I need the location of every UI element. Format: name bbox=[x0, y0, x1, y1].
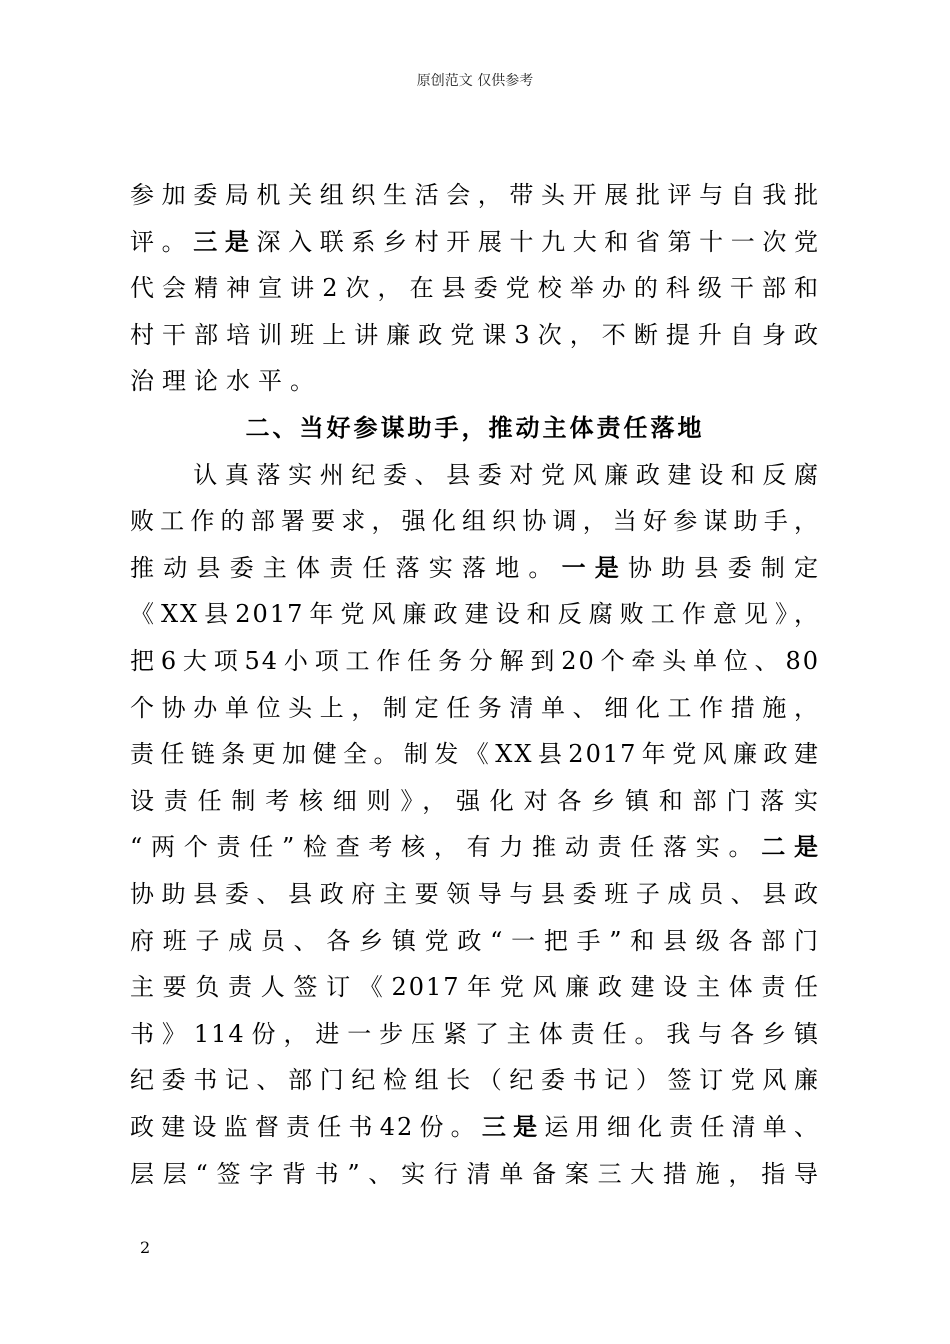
text-span: 层层“签字背书”、实行清单备案三大措施，指导 bbox=[130, 1159, 820, 1188]
text-span: 设责任制考核细则》，强化对各乡镇和部门落实 bbox=[130, 786, 820, 815]
text-span: 推动县委主体责任落实落地。 bbox=[130, 553, 562, 582]
text-span: 府班子成员、各乡镇党政“一把手”和县级各部门 bbox=[130, 926, 820, 955]
text-span: 认真落实州纪委、县委对党风廉政建设和反腐 bbox=[130, 460, 820, 489]
text-span: 书》114份，进一步压紧了主体责任。我与各乡镇 bbox=[130, 1019, 820, 1048]
body-line bbox=[130, 874, 820, 914]
body-line bbox=[130, 501, 820, 541]
text-span: 纪委书记、部门纪检组长（纪委书记）签订党风廉 bbox=[130, 1066, 820, 1095]
text-span: 深入联系乡村开展十九大和省第十一次党 bbox=[256, 227, 821, 256]
body-line bbox=[130, 967, 820, 1007]
page-header: 原创范文 仅供参考 bbox=[416, 73, 534, 89]
body-line bbox=[130, 734, 820, 774]
body-line bbox=[130, 222, 820, 262]
text-span: 责任链条更加健全。制发《XX县2017年党风廉政建 bbox=[130, 740, 820, 769]
body-line bbox=[130, 827, 820, 867]
text-span: 参加委局机关组织生活会，带头开展批评与自我批 bbox=[130, 181, 820, 209]
text-span: 代会精神宣讲2次，在县委党校举办的科级干部和 bbox=[130, 274, 820, 303]
body-line bbox=[130, 688, 820, 728]
text-span: 协助县委、县政府主要领导与县委班子成员、县政 bbox=[130, 880, 820, 908]
text-span: 村干部培训班上讲廉政党课3次，不断提升自身政 bbox=[130, 320, 820, 349]
bold-keyword: 二是 bbox=[761, 832, 821, 862]
text-span: 《XX县2017年党风廉政建设和反腐败工作意见》， bbox=[130, 600, 820, 629]
text-span: 治理论水平。 bbox=[130, 367, 322, 396]
body-line bbox=[130, 641, 820, 681]
body-line bbox=[130, 361, 820, 401]
bold-keyword: 一是 bbox=[561, 552, 629, 582]
body-line bbox=[130, 1014, 820, 1054]
body-line bbox=[130, 594, 820, 634]
body-line bbox=[130, 1060, 820, 1100]
section-heading: 二、当好参谋助手，推动主体责任落地 bbox=[245, 413, 705, 442]
text-span: 政建设监督责任书42份。 bbox=[130, 1113, 482, 1141]
body-line bbox=[130, 781, 820, 821]
text-span: 协助县委制定 bbox=[628, 553, 821, 582]
text-span: “两个责任”检查考核，有力推动责任落实。 bbox=[130, 833, 762, 862]
body-line bbox=[130, 455, 820, 495]
body-line bbox=[130, 268, 820, 308]
bold-keyword: 三是 bbox=[193, 226, 257, 256]
bold-keyword: 三是 bbox=[481, 1112, 545, 1141]
text-span: 运用细化责任清单、 bbox=[544, 1113, 821, 1141]
body-line bbox=[130, 315, 820, 355]
text-span: 主要负责人签订《2017年党风廉政建设主体责任 bbox=[130, 973, 820, 1002]
text-span: 评。 bbox=[130, 227, 194, 256]
page-number: 2 bbox=[140, 1238, 151, 1257]
body-line bbox=[130, 1154, 820, 1194]
body-line bbox=[130, 1107, 820, 1147]
text-span: 把6大项54小项工作任务分解到20个牵头单位、80 bbox=[130, 647, 820, 675]
body-line bbox=[130, 175, 820, 215]
body-line bbox=[130, 548, 820, 588]
text-span: 个协办单位头上，制定任务清单、细化工作措施， bbox=[130, 693, 820, 722]
body-line bbox=[130, 921, 820, 961]
text-span: 败工作的部署要求，强化组织协调，当好参谋助手， bbox=[130, 507, 820, 536]
